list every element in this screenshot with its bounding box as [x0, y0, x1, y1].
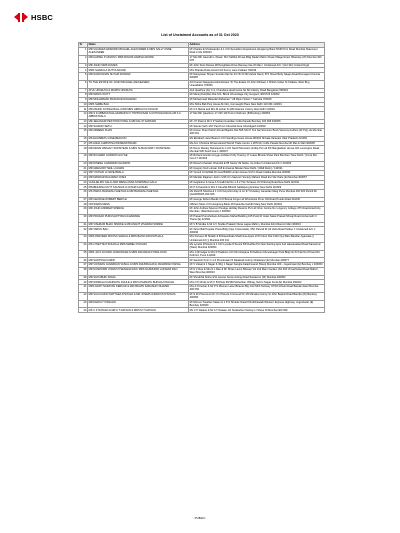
unclaimed-accounts-table — [78, 42, 325, 313]
row-address: Mr J P Patel & Mr F P Sarkari Guardian Cuffe Parade Bombay 400 005 400005 — [189, 119, 325, 124]
row-address: Mr V B Sindke & Mr A V Sindke Prakash Nivas Lagse Mahim, Mumbai 32nd Rast Ar Mari 400016 — [189, 222, 325, 227]
row-address: Mr Richard Gordon Huyge-Cobden Kirby Tracing 17 Lease Bhosle Sheet Park Bemberv New Dehli / (Cmpl Rel - Ceu.17 110016 — [189, 154, 325, 162]
row-sr: 9 — [79, 97, 88, 102]
row-sr: 17 — [79, 141, 88, 146]
row-sr: 15 — [79, 129, 88, 137]
row-sr: 11 — [79, 107, 88, 112]
row-name: MR VIJINDAS JANARDAN VAISAL & MRS DHUNDALAKH JANARDAN VAISAL — [88, 263, 189, 268]
row-name: MR NARAYANAN SHYAM SUNDAR — [88, 72, 189, 80]
row-address: Ms Parul B Shethia & 1 C/O Ketyshri Hiray & Co 97 Chowkey Janardan Marg Pune Mumbai 400 025 Panrill Rn Qsc0005025 400 025 — [189, 189, 325, 197]
row-sr: 35 — [79, 250, 88, 258]
row-address: Ms Lynette D'Souza & 1 C/O Lynette D'Souza 5/8 Dudhia Pvt New Sterling Apts 2nd Hassanabad Road Santacruz (West) Mumbai 400054 — [189, 242, 325, 250]
row-name: MR YOOSUF H NAVEJIWALA — [88, 171, 189, 176]
row-sr: 2 — [79, 55, 88, 63]
row-sr: 10 — [79, 102, 88, 107]
row-address: Mrs N K Dhule & Mr K B Dhule 66/466 Meherban Vibhag, Nehru Nagar Kurla (E) Mumbai 400024 — [189, 280, 325, 285]
header-address: Address — [189, 43, 325, 48]
row-address: Mrs A N Kerkar & Mr P S Dhaven Lalon Bhavan Blg 1/12 Mhb Subway Off Dh Dhule Road Bandan East Mumbai 400 069 — [189, 285, 325, 293]
row-sr: 41 — [79, 285, 88, 293]
table-row — [79, 72, 325, 80]
row-sr: 40 — [79, 280, 88, 285]
row-name: MS LYNETTE D'SOUZA & MRS MABEL D'SOUZA — [88, 242, 189, 250]
table-row — [79, 207, 325, 215]
row-sr: 7 — [79, 88, 88, 93]
row-name: MR DINESH CHANDER CHANDOK — [88, 161, 189, 166]
row-name: PRABHUNNA DUTT KAUSHIK & FATAM KAUSHIK — [88, 185, 189, 190]
row-address: Mr Prasad Purushottam Achawane Mahal Building 105 Pusti Rr Hotel Sakai Prasad Shivaji Road Ambarnath N Thane (E) 421501 — [189, 214, 325, 222]
row-name: MR HARISH P ADVANI / MRS ROHINI HARISH ADVANI — [88, 55, 189, 63]
row-sr: 12 — [79, 111, 88, 119]
row-address: Mr Mohammad Masudar Rahaman * 28 Ripon Street * Calcutta 700016 — [189, 97, 325, 102]
row-name: MRS JAYA JAYAPAL DHRODGAR & MRS RANJANA R PADLOONI — [88, 250, 189, 258]
row-sr: 3 — [79, 63, 88, 68]
row-name: MR MANOJ DUTT — [88, 93, 189, 98]
row-address: Mr Santosh Kmir C-1-3 Premkutasi NI Radasali Colony Ghatkopar (E) Mumbai 400077 — [189, 258, 325, 263]
table-row — [79, 308, 325, 313]
row-name: MR SAURAV SETH — [88, 124, 189, 129]
row-sr: 24 — [79, 180, 88, 185]
row-name: MRS ARATI NARAYAN KERKAR & MR PRAVIN SADASHIV DHAVEN — [88, 285, 189, 293]
row-sr: 19 — [79, 154, 88, 162]
row-address: Mr Manoj Dutt(Nw) Flat 101, Block 43 Heritage City Gurgaon 4015726 122002 — [189, 93, 325, 98]
row-address: Mr Saurav Seth 1/07 Panch Lit Industrial Area Chandigarh 160002 — [189, 124, 325, 129]
row-address: Atul Upadhya (At) C-3, Chandana Apartments No 82 Infantry Road Bangalore 560001 — [189, 88, 325, 93]
row-name: MR DENIS WESLEY SKINSTEAD & MRS SUSAN MARY SKINSTEAD — [88, 146, 189, 154]
row-sr: 5 — [79, 72, 88, 80]
row-name: OFFICERS MESS — [88, 202, 189, 207]
row-sr: 27 — [79, 197, 88, 202]
row-address: Mr Dhruva Tusahan Satam & 1 P N Shukla Chawl Khindchawadi Western Express Highway, Jogeshwari (E) Bombay 400060 — [189, 300, 325, 308]
row-sr: 20 — [79, 161, 88, 166]
row-sr: 23 — [79, 175, 88, 180]
row-name: MR ARREEN KHAN — [88, 129, 189, 137]
row-sr: 13 — [79, 119, 88, 124]
row-address: Mr Tarun Bali Popular Press Bldg (Opp Crossroads), 65C Parvati Dr Ali Varia Road Tardeo // Unclaimed A/C // 400034 — [189, 227, 325, 235]
row-address: Mr Dinesh Chander Chandok E 85 Sector 39 Noida, Up India // Unclaimed A/C // 201303 — [189, 161, 325, 166]
row-name: MR SANTOSH KAMIR — [88, 258, 189, 263]
row-address: Ms C P Dataan & Mr A T Dataan 1/2 Sudarshan Society Lt Shree Dt Mumbai 400 069 — [189, 308, 325, 313]
table-row — [79, 285, 325, 293]
row-name: MR GREGORY NEIL LULMAN — [88, 166, 189, 171]
classification-footer: PUBLIC — [194, 516, 206, 520]
table-body — [79, 48, 325, 313]
row-sr: 33 — [79, 235, 88, 243]
row-name: MR S D ABBASATHALASABAR M K TOPPICKSAR & M PATHAGISACLAM K A ABBOATHALA — [88, 111, 189, 119]
table-row — [79, 129, 325, 137]
row-sr: 43 — [79, 300, 88, 308]
row-name: MRS SHIBE BALI — [88, 102, 189, 107]
row-name: MS PARUL BHAVESH SHETHIA & MR BHAVESH SHETHIA — [88, 189, 189, 197]
row-name: MS ELIZABETH JANE BEACON — [88, 136, 189, 141]
row-address: Officers Mess C/O Hongkong Bank 28 Kasturba Gandhi Marg New Delhi 110001 — [189, 202, 325, 207]
document-title: List of Unclaimed Accounts as of 31 Oct 2023 — [161, 33, 239, 37]
row-name: MR JEHANGIR PESTONJI PATEL & MR FALI P SARKARI — [88, 119, 189, 124]
row-name: MR MOHAMMAD MASUDAR RAHAMAN — [88, 97, 189, 102]
row-address: Mr A S Mehta and Mrs M Iochar D-109 Defence Colony New Delhi 110024 — [189, 107, 325, 112]
row-name: MR GEORGE ROBERT BEETLE — [88, 197, 189, 202]
row-address: Mr P D Kaushik & Mrs F Kaushik B2/122 Safdarjung Enclave New Delhi 110029 — [189, 185, 325, 190]
row-address: Mrs Sharala Dutta Anand 3/4 Sunny Lane Kolkata 700019 — [189, 68, 325, 73]
table-row — [79, 242, 325, 250]
table-row — [79, 250, 325, 258]
row-sr: 22 — [79, 171, 88, 176]
row-sr: 1 — [79, 48, 88, 56]
row-address: Mr Mandar Rajaram Joshi J 226 Om Sawvarr Society Mahant Road Ext Vile Parle (E) Mumbai 400057 — [189, 175, 325, 180]
row-address: Mr John Andrew Spence Prestige Holiday Resorts Pvt Ltd Orion Centre,No 1,Agency College 4Th Road,Hitechcity Mumbai / (Mail Returned) // 400053 — [189, 207, 325, 215]
row-sr: 37 — [79, 263, 88, 268]
row-address: Mr S M D'Souza & Mr J F D'Souza 6 Ground Flr 1/5 Mimaka Colony St John Baptist Road Bandra (W) Bombay 400050 — [189, 292, 325, 300]
row-address: Mr Guglielmo & Irena A S Galli Flat No 1 & 2 The Terraces 31 Prithviraj Road New Delhi 110011 — [189, 180, 325, 185]
row-address: Mr George Robert Beetle C/O Brenat Forge Ltd Whorelmai Pune Old Road 8 Hele Road 411036 — [189, 197, 325, 202]
row-name: MR SALUCHINO MATTHEA D'SOUZA & MR JOSEPH FRANCIS D'SOUZA — [88, 292, 189, 300]
row-address: Mr Shoubhik Sinha 4/11 Jeevan Sona Linking Road Santacruz (W) Mumbai 400054 — [189, 275, 325, 280]
row-address: Mr Charles E M Alexander & 1 C/O Securities Department Hongkong Bank 52/60 M G Road Mumbai Statement Retd in Me 400023 — [189, 48, 325, 56]
row-name: MR NASMUDIR VORAVUYSENANA RAO/ MRS NASMUDIR LAKSHMI RAO — [88, 267, 189, 275]
row-sr: 26 — [79, 189, 88, 197]
table-row — [79, 189, 325, 197]
row-sr: 25 — [79, 185, 88, 190]
row-name: MR CHARLES EDWARD MICHAEL ALEXANDER & MRS SALLY ANNE ALEXANDER — [88, 48, 189, 56]
row-sr: 8 — [79, 93, 88, 98]
row-address: Mrs J Dhrodgar & Mrs R Padlooni C/O Mrs Ranjana R Padlooni Ahmednagar Park Bldg No 53 Flat No 8 Paud Rd Kothrud, Pune 411029 — [189, 250, 325, 258]
table-row — [79, 267, 325, 275]
table-row — [79, 227, 325, 235]
row-name: MR PRASAD PURUSHOTTAM ACHAWANE — [88, 214, 189, 222]
table-row — [79, 111, 325, 119]
row-sr: 31 — [79, 222, 88, 227]
row-name: MR JOHN SIMS DAVIES — [88, 63, 189, 68]
row-name: MRS SHARALA DUTTA ANAND — [88, 68, 189, 73]
row-sr: 16 — [79, 136, 88, 141]
hsbc-hexagon-icon — [14, 13, 28, 22]
row-address: Mr Denis Wesley Skinstead & 1 C/O Nevill Television (India) Pvt Ltd 6/F Bangladesh House 401 Lamington Road, Mumbai 500 South Ave 1 400007 — [189, 146, 325, 154]
row-address: Mrs Shibe Bali Punj House M-13A, Connaught Place New Delhi 110 001 110001 — [189, 102, 325, 107]
row-name: MR VISHRAM BHAU SINDKE & MR ANANT VISHRAM SINDKE — [88, 222, 189, 227]
row-address: 17 Mei Rih Qaurikum 17 200 1/9 Poori k Rahmen (B Bombay) 400053 — [189, 111, 325, 119]
row-name: MR MANDAR RAJARAM JOSHI — [88, 175, 189, 180]
table-row — [79, 292, 325, 300]
row-sr: 18 — [79, 146, 88, 154]
row-name: MR NIRMALA KASHINATH DHULE & MR KASHINATH BHIKHAJI DHULE — [88, 280, 189, 285]
row-sr: 29 — [79, 207, 88, 215]
row-address: 17 Mei Rih Gaurukh Li Road, Shri Siddha Khusa Bldg Dadar Mahim Road Village Road, Bhandup (W) Mumbai 400 078 — [189, 55, 325, 63]
row-name: MR DHRUV TUSSAHN — [88, 300, 189, 308]
table-row — [79, 214, 325, 222]
row-name: MR JOHN ANDREW SPENCE — [88, 207, 189, 215]
row-sr: 38 — [79, 267, 88, 275]
row-address: Ms Ann Christina Winsenstrand Worrid Trade Centre 1,2879 Rv Cuffe Parade Mumbai 36 Mel-In Mall 400005 — [189, 141, 325, 146]
row-sr: 32 — [79, 227, 88, 235]
row-address: Ms Elizabeth Jane Beacon C/O Sandhya Guest House 80/304 Shivala Varanasi Uttar Pradesh 221001 — [189, 136, 325, 141]
row-address: Mr N V Rao & Mrs N L Rao & Mr Shree Laxmi Bhavan Vol 2nd Marn Garden Vile 400 Vimanhubad Road Mahim West Mumbai 400016 — [189, 267, 325, 275]
row-name: TO THE ESTATE OF JOHN MICHAEL (DECEASED) — [88, 80, 189, 88]
row-name: MS ANNA CHRISTINA WINSENSTRAND — [88, 141, 189, 146]
row-name: MR RICHARD GORDON HUYGE — [88, 154, 189, 162]
table-row — [79, 154, 325, 162]
row-name: MR ASHOK DUSSIH BALLI AND MRS HIRNAUYA IOCHAR — [88, 107, 189, 112]
row-sr: 34 — [79, 242, 88, 250]
table-row — [79, 80, 325, 88]
row-address: Mr John Sims Davies 28 Doughlass Drive Ramsey Isle Of Man / Unclaimed A/C / (Ind 10c) United Kingd — [189, 63, 325, 68]
row-address: Mrs Parveen M Shaikh & B Rasoothala Shahmina Appts 2/7th Floor Flat 1102 Opp Batu Bandan Agarwala (( Unclaimed A/C )) Mumbai 400 011 — [189, 235, 325, 243]
row-sr: 21 — [79, 166, 88, 171]
row-name: MS C P DATAAN & MR A T DATAAN & MRS M T DATAAN — [88, 308, 189, 313]
table-row — [79, 55, 325, 63]
hsbc-logo — [14, 13, 53, 22]
row-sr: 4 — [79, 68, 88, 73]
row-sr: 28 — [79, 202, 88, 207]
table-row — [79, 146, 325, 154]
row-name: GUGLIELMO GALLI AND IRENA ANNA SOWINSKA GALLI — [88, 180, 189, 185]
row-sr: 44 — [79, 308, 88, 313]
row-sr: 42 — [79, 292, 88, 300]
row-sr: 14 — [79, 124, 88, 129]
row-address: Mr Gregory Neil Lulman 418 E Arsenal Niketan New Delhi / (Wall Retrn) / 110021 — [189, 166, 325, 171]
row-sr: 36 — [79, 258, 88, 263]
row-address: Mr V Vaisal & 1 Nagar & Wrg 1 Nagar Sanglia Kalachovand (West) Mumbai 400 - Jogeshwari (E) Bombay x 400060 — [189, 263, 323, 267]
row-sr: 30 — [79, 214, 88, 222]
row-name: ATUL UPADHYA & MAMTA UPADHYA — [88, 88, 189, 93]
row-sr: 39 — [79, 275, 88, 280]
row-address: Mr Yoosuf H Na'Wali-Rr-Cec254000 Linden House 9 M G Road Colaba Mumbai 400001 — [189, 171, 325, 176]
row-address: Mr Arreen Khan Parish Ahmad Baptist Flat 505 Shri P N & Sai Structure Buid (Varsova,Andheri (W Pu)) Hs Mumbai 400 061 — [189, 129, 325, 137]
header-sr: Sr — [79, 43, 88, 48]
table-row — [79, 235, 325, 243]
table-row — [79, 48, 325, 56]
row-name: MRS PARVEEN MOOSA SHAIKH & MRS BANO RASOOTHALA — [88, 235, 189, 243]
row-name: MR TARUN BALI — [88, 227, 189, 235]
row-sr: 6 — [79, 80, 88, 88]
row-address: Mr Narayanan Shyam Sundar Flat No 04 7th Flr B2 Ashok Nand, 6Th Street Belly Nagar,Alwarthirunagar Chennai 600087 — [189, 72, 325, 80]
row-address: A/3 Kumar Dasgupta Administrator To The Estate Of John Michael, 1 British Indian St Kolkata, West Bng Unavailable 700069 — [189, 80, 325, 88]
brand-name: HSBC — [31, 13, 54, 22]
table-row — [79, 300, 325, 308]
row-name: MR SHOUBHIK SINHA — [88, 275, 189, 280]
header-name: Name — [88, 43, 189, 48]
